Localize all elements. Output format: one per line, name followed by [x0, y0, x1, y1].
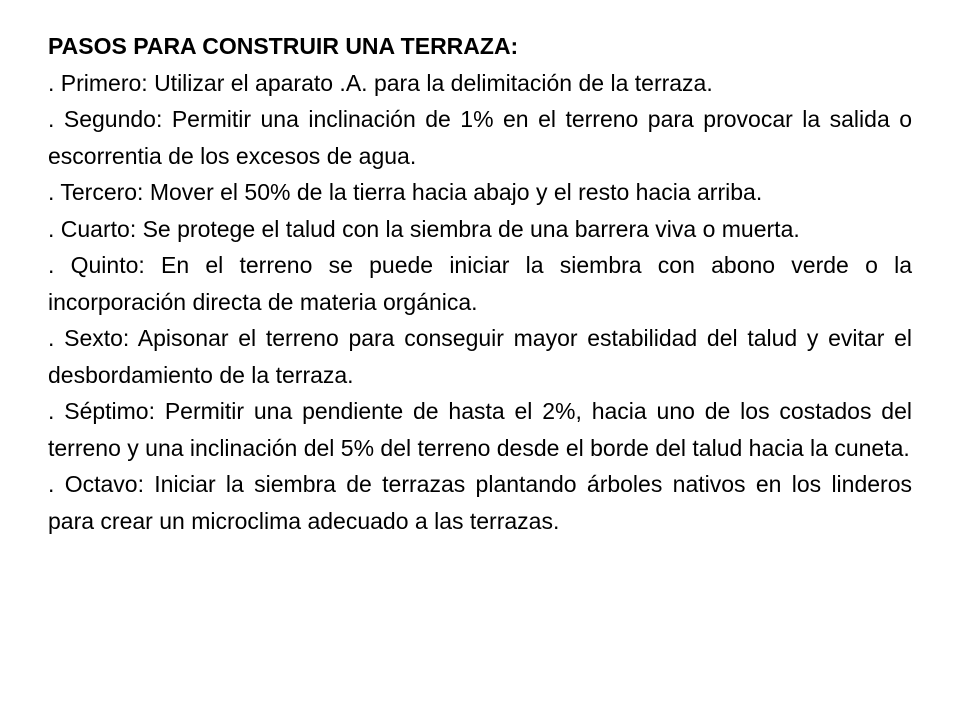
step-septimo: . Séptimo: Permitir una pendiente de hasta el 2%, hacia uno de los costados del terreno y una inclinación del 5% del terreno desde el borde del talud hacia la cuneta. — [48, 398, 912, 461]
slide-title: PASOS PARA CONSTRUIR UNA TERRAZA: — [48, 33, 519, 59]
slide-content — [48, 28, 912, 539]
step-cuarto: . Cuarto: Se protege el talud con la siembra de una barrera viva o muerta. — [48, 215, 800, 242]
step-sexto: . Sexto: Apisonar el terreno para conseguir mayor estabilidad del talud y evitar el desbordamiento de la terraza. — [48, 325, 912, 388]
step-octavo: . Octavo: Iniciar la siembra de terrazas plantando árboles nativos en los linderos para crear un microclima adecuado a las terrazas. — [48, 471, 912, 534]
step-tercero: . Tercero: Mover el 50% de la tierra hacia abajo y el resto hacia arriba. — [48, 179, 763, 205]
step-quinto: . Quinto: En el terreno se puede iniciar la siembra con abono verde o la incorporación directa de materia orgánica. — [48, 252, 912, 315]
step-primero: . Primero: Utilizar el aparato .A. para la delimitación de la terraza. — [48, 69, 713, 96]
step-segundo: . Segundo: Permitir una inclinación de 1% en el terreno para provocar la salida o escorrentia de los excesos de agua. — [48, 106, 912, 169]
